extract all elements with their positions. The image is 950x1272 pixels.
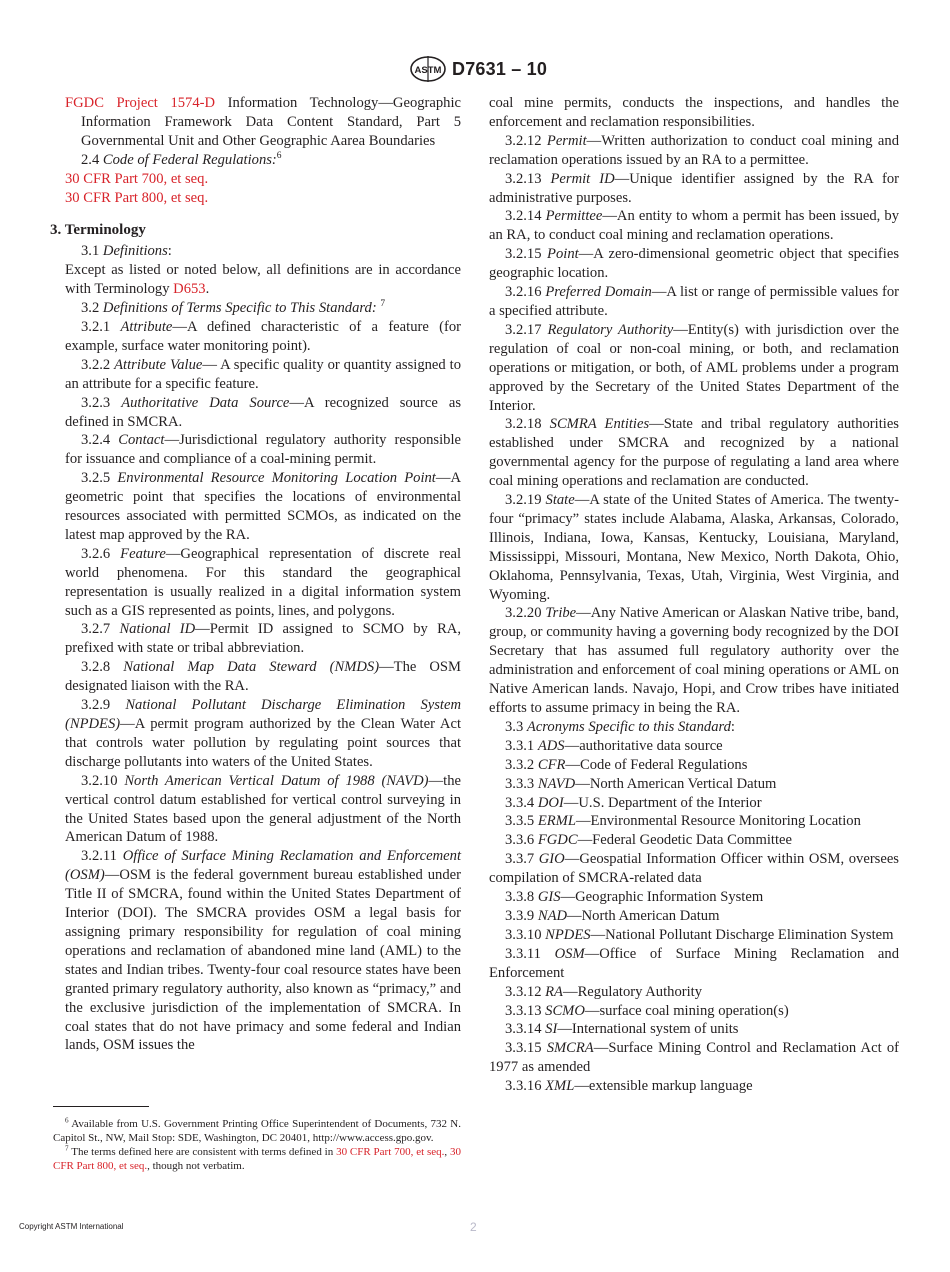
link-fgdc[interactable]: FGDC Project 1574-D	[65, 95, 216, 111]
acronym-3-3-6: 3.3.6 FGDC—Federal Geodetic Data Committee	[505, 832, 792, 849]
section-3-1: 3.1 Definitions:	[81, 243, 172, 260]
acronym-3-3-5: 3.3.5 ERML—Environmental Resource Monitoring Location	[505, 813, 861, 830]
acronym-3-3-4: 3.3.4 DOI—U.S. Department of the Interior	[505, 794, 762, 811]
definition-3-2-5: 3.2.5 Environmental Resource Monitoring Location Point—A geometric point that specifies the locations of environmental resources associated with permitted SCMOs, as indicated on the latest map approved by the RA.	[65, 470, 461, 543]
footnote-link-30cfr700[interactable]: 30 CFR Part 700, et seq.	[336, 1146, 445, 1158]
acronym-3-3-3: 3.3.3 NAVD—North American Vertical Datum	[505, 775, 777, 792]
definition-3-2-17: 3.2.17 Regulatory Authority—Entity(s) with jurisdiction over the regulation of coal or non-coal mining, or both, and reclamation operations or mitigation, or both, of AML problems under a program approved by the Secretary of the United States Department of the Interior.	[489, 321, 899, 414]
definition-3-2-13: 3.2.13 Permit ID—Unique identifier assigned by the RA for administrative purposes.	[489, 170, 899, 206]
link-30cfr700[interactable]: 30 CFR Part 700, et seq.	[65, 170, 209, 187]
reference-fgdc: FGDC Project 1574-D Information Technology—Geographic Information Framework Data Content Standard, Part 5 Governmental Unit and Other Geographic Aarea Boundaries	[65, 95, 461, 149]
definition-3-2-4: 3.2.4 Contact—Jurisdictional regulatory authority responsible for issuance and compliance of a coal-mining permit.	[65, 432, 461, 468]
acronym-3-3-15: 3.3.15 SMCRA—Surface Mining Control and Reclamation Act of 1977 as amended	[489, 1040, 899, 1076]
footnote-divider	[53, 1106, 149, 1107]
definition-3-2-1: 3.2.1 Attribute—A defined characteristic of a feature (for example, surface water monitoring point).	[65, 318, 461, 354]
footnote-7: $^7$ The terms defined here are consistent with terms defined in 30 CFR Part 700, et seq., 30 CFR Part 800, et seq., though not verbatim.	[53, 1144, 461, 1172]
footnote-ref-6[interactable]: 6	[276, 150, 282, 161]
acronym-3-3-10: 3.3.10 NPDES—National Pollutant Discharge Elimination System	[505, 926, 894, 943]
definition-3-2-7: 3.2.7 National ID—Permit ID assigned to SCMO by RA, prefixed with state or tribal abbreviation.	[65, 621, 461, 657]
footnotes	[53, 1117, 461, 1173]
definition-3-2-2: 3.2.2 Attribute Value— A specific quality or quantity assigned to an attribute for a specific feature.	[65, 356, 461, 392]
definition-3-2-20: 3.2.20 Tribe—Any Native American or Alaskan Native tribe, band, group, or community having a governing body recognized by the DOI Secretary that has assumed full regulatory authority over the administration and enforcement of coal mining operations or AML on Native American lands. Navajo, Hopi, and Crow tribes have initiated efforts to assume primacy in being the RA.	[489, 605, 899, 716]
svg-text:ASTM: ASTM	[414, 65, 442, 76]
definition-3-2-19: 3.2.19 State—A state of the United States of America. The twenty-four “primacy” states include Alabama, Alaska, Arkansas, Colorado, Illinois, Indiana, Iowa, Kansas, Kentucky, Louisiana, Maryland, Mississippi, Missouri, Montana, New Mexico, North Dakota, Ohio, Oklahoma, Pennsylvania, Texas, Utah, Virginia, West Virginia, and Wyoming.	[489, 492, 899, 603]
footnote-link-30cfr800[interactable]: 30 CFR Part 800, et seq.	[53, 1146, 461, 1172]
definition-3-2-11: 3.2.11 Office of Surface Mining Reclamation and Enforcement (OSM)—OSM is the federal government bureau established under Title II of SMCRA, found within the United States Department of Interior (DOI). The SMCRA provides OSM a legal basis for assigning primary responsibility for regulation of coal mining operations and reclamation of abandoned mine land (AML) to the states and Indian tribes. Twenty-four coal resource states have been granted primary regulatory authority, also known as “primacy,” and the exclusive jurisdiction of the implementation of SMCRA. In coal states that do not have primacy and some federal and Indian lands, OSM issues the	[65, 848, 461, 1054]
definition-3-2-15: 3.2.15 Point—A zero-dimensional geometric object that specifies geographic location.	[489, 246, 899, 282]
acronym-3-3-8: 3.3.8 GIS—Geographic Information System	[505, 889, 764, 906]
definition-3-2-8: 3.2.8 National Map Data Steward (NMDS)—The OSM designated liaison with the RA.	[65, 659, 461, 695]
definition-3-2-14: 3.2.14 Permittee—An entity to whom a permit has been issued, by an RA, to conduct coal mining and reclamation operations.	[489, 208, 900, 244]
definition-3-2-18: 3.2.18 SCMRA Entities—State and tribal regulatory authorities established under SMCRA and recognized by a national governmental agency for the purpose of regulating a land area where coal mining operations and reclamation are conducted.	[489, 416, 899, 490]
section-3-2: 3.2 Definitions of Terms Specific to This Standard: $^7$	[81, 299, 386, 317]
acronym-3-3-2: 3.3.2 CFR—Code of Federal Regulations	[505, 756, 748, 773]
page-header	[0, 56, 950, 86]
acronym-3-3-12: 3.3.12 RA—Regulatory Authority	[505, 983, 703, 1000]
acronym-3-3-7: 3.3.7 GIO—Geospatial Information Officer within OSM, oversees compilation of SMCRA-related data	[489, 851, 899, 887]
page-number: 2	[470, 1220, 477, 1234]
definitions-intro: Except as listed or noted below, all definitions are in accordance with Terminology D653.	[65, 262, 461, 298]
astm-logo-icon	[409, 56, 447, 82]
definition-3-2-11-continued: coal mine permits, conducts the inspections, and handles the enforcement and reclamation responsibilities.	[489, 95, 899, 130]
section-3-3: 3.3 Acronyms Specific to this Standard:	[505, 718, 735, 735]
definition-3-2-6: 3.2.6 Feature—Geographical representation of discrete real world phenomena. For this standard the geographical representation is usually realized in a digital information system such as a GIS represented as points, lines, and polygons.	[65, 545, 461, 619]
link-d653[interactable]: D653	[173, 281, 206, 298]
definition-3-2-9: 3.2.9 National Pollutant Discharge Elimination System (NPDES)—A permit program authorized by the Clean Water Act that controls water pollution by regulating point sources that discharge pollutants into waters of the United States.	[65, 697, 461, 770]
section-2-4: 2.4 Code of Federal Regulations:$^6$	[81, 150, 282, 168]
acronym-3-3-1: 3.3.1 ADS—authoritative data source	[505, 737, 723, 754]
acronym-3-3-13: 3.3.13 SCMO—surface coal mining operation(s)	[505, 1002, 789, 1019]
left-column	[50, 94, 462, 1055]
acronym-3-3-16: 3.3.16 XML—extensible markup language	[505, 1078, 753, 1095]
section-heading-terminology: 3. Terminology	[50, 222, 146, 239]
definition-3-2-12: 3.2.12 Permit—Written authorization to conduct coal mining and reclamation operations issued by an RA to a permittee.	[489, 132, 899, 168]
link-30cfr800[interactable]: 30 CFR Part 800, et seq.	[65, 189, 209, 206]
copyright-notice: Copyright ASTM International	[19, 1222, 124, 1231]
acronym-3-3-9: 3.3.9 NAD—North American Datum	[505, 907, 720, 924]
definition-3-2-3: 3.2.3 Authoritative Data Source—A recognized source as defined in SMCRA.	[65, 394, 462, 430]
footnote-ref-7[interactable]: 7	[380, 299, 386, 310]
right-column	[489, 94, 899, 1096]
definition-3-2-16: 3.2.16 Preferred Domain—A list or range of permissible values for a specified attribute.	[489, 284, 900, 319]
footnote-6: $^6$ Available from U.S. Government Printing Office Superintendent of Documents, 732 N. Capitol St., NW, Mail Stop: SDE, Washington, DC 20401, http://www.access.gpo.gov.	[53, 1116, 461, 1144]
acronym-3-3-14: 3.3.14 SI—International system of units	[505, 1021, 739, 1038]
acronym-3-3-11: 3.3.11 OSM—Office of Surface Mining Reclamation and Enforcement	[489, 945, 899, 981]
document-number: D7631 – 10	[452, 59, 548, 79]
definition-3-2-10: 3.2.10 North American Vertical Datum of 1988 (NAVD)—the vertical control datum established for vertical control surveying in the United States based upon the general adjustment of the North American Datum of 1988.	[65, 772, 461, 846]
